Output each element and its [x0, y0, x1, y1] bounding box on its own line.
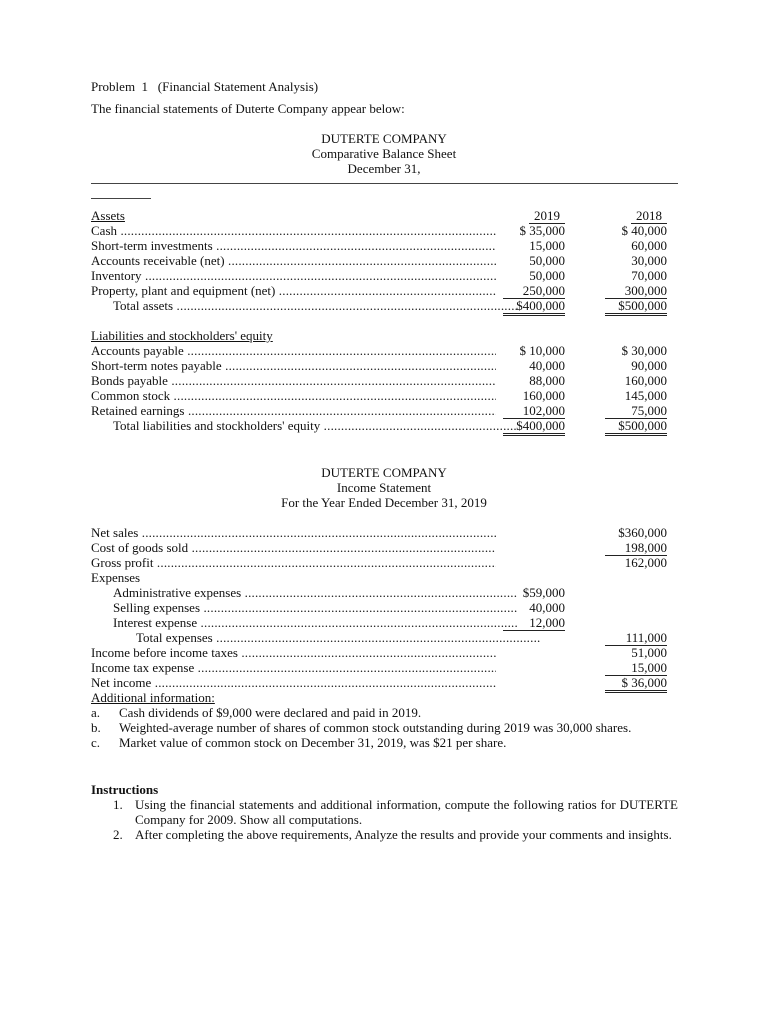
table-row: Accounts receivable (net) ..... 50,000 30,000 [91, 253, 678, 268]
table-row: Administrative expenses ..... $59,000 [91, 585, 678, 600]
table-row: Accounts payable ..... $ 10,000 $ 30,000 [91, 343, 678, 358]
table-row: Net sales ..... $360,000 [91, 525, 678, 540]
table-row: Selling expenses ..... 40,000 [91, 600, 678, 615]
table-row: Short-term notes payable ..... 40,000 90,000 [91, 358, 678, 373]
table-row: Inventory ..... 50,000 70,000 [91, 268, 678, 283]
divider-short [91, 198, 151, 199]
list-item: a. Cash dividends of $9,000 were declared and paid in 2019. [91, 705, 422, 720]
list-item: b. Weighted-average number of shares of common stock outstanding during 2019 was 30,000 shares. [91, 720, 632, 735]
statement-title: Comparative Balance Sheet [311, 146, 457, 161]
table-row: Bonds payable ..... 88,000 160,000 [91, 373, 678, 388]
total-assets-row: Total assets ..... $400,000 $500,000 [91, 298, 678, 313]
table-row: Income before income taxes ..... 51,000 [91, 645, 678, 660]
list-item: c. Market value of common stock on December 31, 2019, was $21 per share. [91, 735, 507, 750]
table-row: Gross profit ..... 162,000 [91, 555, 678, 570]
table-row: Common stock ..... 160,000 145,000 [91, 388, 678, 403]
liabilities-header: Liabilities and stockholders' equity [91, 328, 273, 343]
table-row: Total expenses ..... 111,000 [91, 630, 678, 645]
expenses-header-row: Expenses [91, 570, 141, 585]
table-row: Interest expense ..... 12,000 [91, 615, 678, 630]
net-income-row: Net income ..... $ 36,000 [91, 675, 678, 690]
additional-info-list [91, 705, 678, 750]
company-name: DUTERTE COMPANY [321, 131, 447, 146]
table-row: Cost of goods sold ..... 198,000 [91, 540, 678, 555]
problem-title: Problem 1 (Financial Statement Analysis) [91, 79, 319, 94]
table-row: Short-term investments ..... 15,000 60,000 [91, 238, 678, 253]
instructions-title: Instructions [91, 782, 159, 797]
assets-header-row [91, 208, 678, 223]
liabilities-header-row [91, 328, 678, 343]
divider [91, 183, 678, 184]
statement-date: December 31, [347, 161, 421, 176]
assets-header: Assets [91, 208, 125, 223]
income-statement-heading [91, 465, 677, 510]
statement-period: For the Year Ended December 31, 2019 [281, 495, 487, 510]
table-row: Property, plant and equipment (net) ..... 250,000 300,000 [91, 283, 678, 298]
table-row: Retained earnings ..... 102,000 75,000 [91, 403, 678, 418]
table-row: Cash ..... $ 35,000 $ 40,000 [91, 223, 678, 238]
col-header-2019: 2019 [529, 208, 565, 224]
instructions-list [113, 797, 678, 842]
list-item: 1. Using the financial statements and additional information, compute the following ratios for DUTERTE Company for 2009. Show all computations. [113, 797, 678, 827]
statement-title: Income Statement [336, 480, 432, 495]
col-header-2018: 2018 [631, 208, 667, 224]
total-liabilities-row: Total liabilities and stockholders' equity ..... $400,000 $500,000 [91, 418, 678, 433]
company-name: DUTERTE COMPANY [321, 465, 447, 480]
additional-info-title: Additional information: [91, 690, 215, 705]
table-row: Income tax expense ..... 15,000 [91, 660, 678, 675]
additional-info-header-row [91, 690, 678, 705]
intro-text: The financial statements of Duterte Company appear below: [91, 101, 405, 116]
list-item: 2. After completing the above requirements, Analyze the results and provide your comments and insights. [113, 827, 672, 842]
balance-sheet-heading [91, 131, 677, 176]
